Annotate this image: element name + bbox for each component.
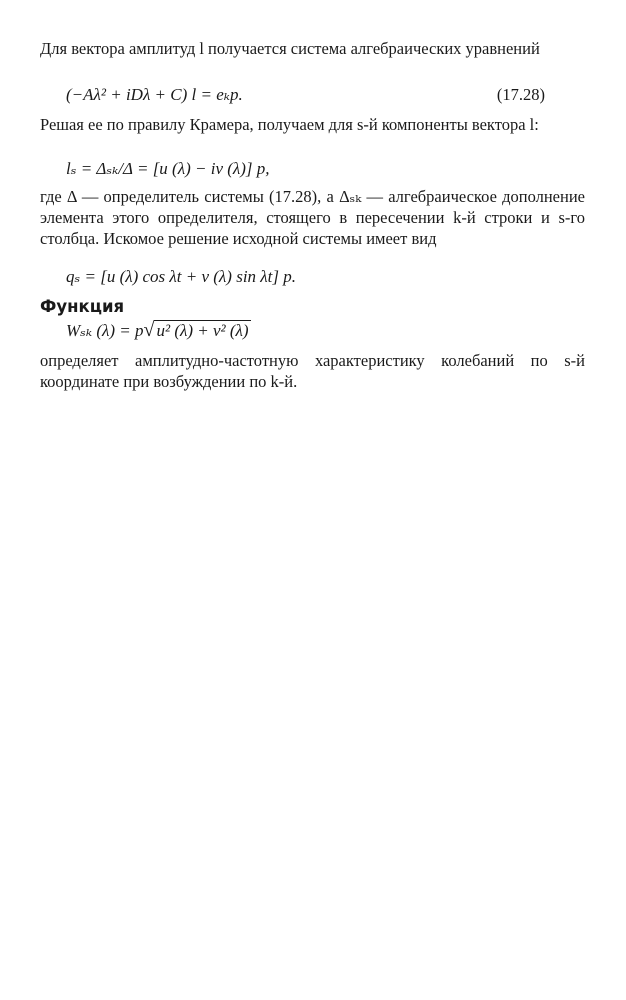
paragraph-determinant: где Δ — определитель системы (17.28), а Δₛₖ — алгебраическое дополнение элемента этого определителя, стоящего в пересечении k-й строки и s-го столбца. Искомое решение исходной системы имеет вид bbox=[40, 187, 585, 248]
equation-ls: lₛ = Δₛₖ/Δ = [u (λ) − iv (λ)] p, bbox=[66, 159, 270, 178]
sqrt-icon: √ bbox=[143, 319, 155, 341]
paragraph-amplitude-frequency: определяет амплитудно-частотную характеристику колебаний по s-й координате при возбуждении по k-й. bbox=[40, 351, 585, 391]
equation-wsk-radicand: u² (λ) + v² (λ) bbox=[156, 321, 249, 340]
equation-wsk-lhs: Wₛₖ (λ) = p bbox=[66, 321, 144, 340]
equation-17-28-body: (−Aλ² + iDλ + C) l = eₖp. bbox=[66, 85, 243, 104]
equation-qs: qₛ = [u (λ) cos λt + v (λ) sin λt] p. bbox=[66, 267, 296, 286]
equation-wsk bbox=[66, 320, 585, 341]
equation-17-28 bbox=[66, 84, 585, 105]
equation-number: (17.28) bbox=[496, 85, 545, 104]
paragraph-amplitude-system: Для вектора амплитуд l получается система алгебраических уравнений bbox=[40, 39, 540, 58]
heading-function: Функция bbox=[40, 297, 125, 316]
paragraph-cramer-rule: Решая ее по правилу Крамера, получаем для s-й компоненты вектора l: bbox=[40, 115, 539, 134]
